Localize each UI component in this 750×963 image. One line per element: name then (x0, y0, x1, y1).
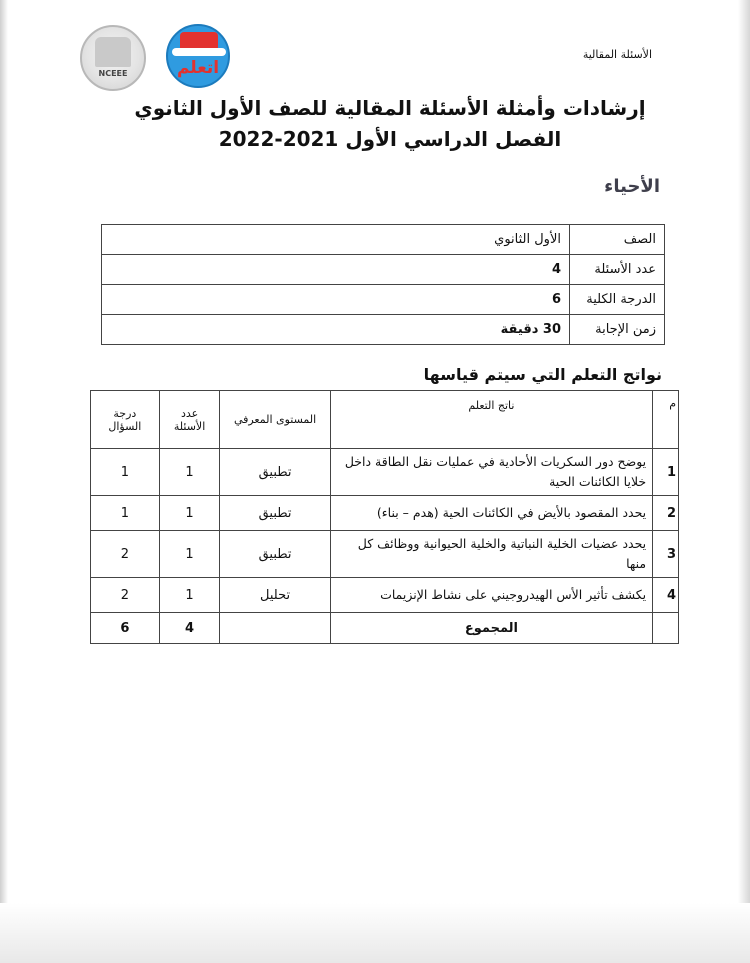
info-row (102, 315, 665, 345)
col-header-outcome: ناتج التعلم (330, 391, 652, 449)
total-empty-cell (653, 613, 679, 644)
total-label: المجموع (330, 613, 652, 644)
info-value: 4 (102, 255, 570, 285)
building-icon (95, 37, 131, 67)
page-title-line2: الفصل الدراسي الأول 2021-2022 (218, 127, 562, 151)
row-count: 1 (159, 531, 220, 578)
outcomes-table (90, 390, 679, 644)
page-bottom-shade (0, 903, 750, 963)
info-label: الدرجة الكلية (570, 285, 665, 315)
row-level: تطبيق (220, 449, 330, 496)
taalam-logo-text: اتعلم (176, 58, 220, 78)
row-outcome: يحدد عضيات الخلية النباتية والخلية الحيوانية ووظائف كل منها (330, 531, 652, 578)
info-value: 30 دقيقة (102, 315, 570, 345)
row-number: 1 (653, 449, 679, 496)
table-row (91, 496, 679, 531)
col-header-count-line2: الأسئلة (173, 419, 206, 433)
nceee-logo-text: NCEEE (98, 69, 128, 78)
info-label: الصف (570, 225, 665, 255)
outcomes-header-row (91, 391, 679, 449)
col-header-count-line1: عدد (180, 406, 199, 420)
col-header-degree (91, 391, 160, 449)
col-header-count (159, 391, 220, 449)
col-header-m: م (653, 391, 679, 449)
row-level: تطبيق (220, 531, 330, 578)
row-degree: 2 (91, 578, 160, 613)
col-header-level: المستوى المعرفي (220, 391, 330, 449)
ring-shape (172, 48, 226, 56)
info-value: الأول الثانوي (102, 225, 570, 255)
taalam-logo (166, 24, 230, 88)
info-row (102, 255, 665, 285)
row-count: 1 (159, 578, 220, 613)
row-degree: 2 (91, 531, 160, 578)
page-edge-right (738, 0, 750, 963)
table-row (91, 531, 679, 578)
row-number: 4 (653, 578, 679, 613)
col-header-degree-line1: درجة (113, 406, 137, 420)
info-value: 6 (102, 285, 570, 315)
row-degree: 1 (91, 449, 160, 496)
exam-info-table (101, 224, 665, 345)
nceee-logo (80, 25, 146, 91)
info-row (102, 285, 665, 315)
row-outcome: يوضح دور السكريات الأحادية في عمليات نقل الطاقة داخل خلايا الكائنات الحية (330, 449, 652, 496)
row-level: تحليل (220, 578, 330, 613)
subject-heading: الأحياء (604, 176, 660, 197)
row-number: 3 (653, 531, 679, 578)
row-number: 2 (653, 496, 679, 531)
total-row (91, 613, 679, 644)
row-degree: 1 (91, 496, 160, 531)
info-label: زمن الإجابة (570, 315, 665, 345)
page-edge-left (0, 0, 8, 963)
row-outcome: يحدد المقصود بالأيض في الكائنات الحية (هدم – بناء) (330, 496, 652, 531)
table-row (91, 449, 679, 496)
outcomes-heading: نواتج التعلم التي سيتم قياسها (423, 365, 662, 384)
row-count: 1 (159, 496, 220, 531)
info-label: عدد الأسئلة (570, 255, 665, 285)
row-outcome: يكشف تأثير الأس الهيدروجيني على نشاط الإنزيمات (330, 578, 652, 613)
page-title-line1: إرشادات وأمثلة الأسئلة المقالية للصف الأول الثانوي (134, 96, 646, 120)
total-level-cell (220, 613, 330, 644)
info-row (102, 225, 665, 255)
row-count: 1 (159, 449, 220, 496)
total-count: 4 (159, 613, 220, 644)
table-row (91, 578, 679, 613)
row-level: تطبيق (220, 496, 330, 531)
header-label: الأسئلة المقالية (582, 48, 652, 61)
total-degree: 6 (91, 613, 160, 644)
col-header-degree-line2: السؤال (108, 419, 142, 433)
